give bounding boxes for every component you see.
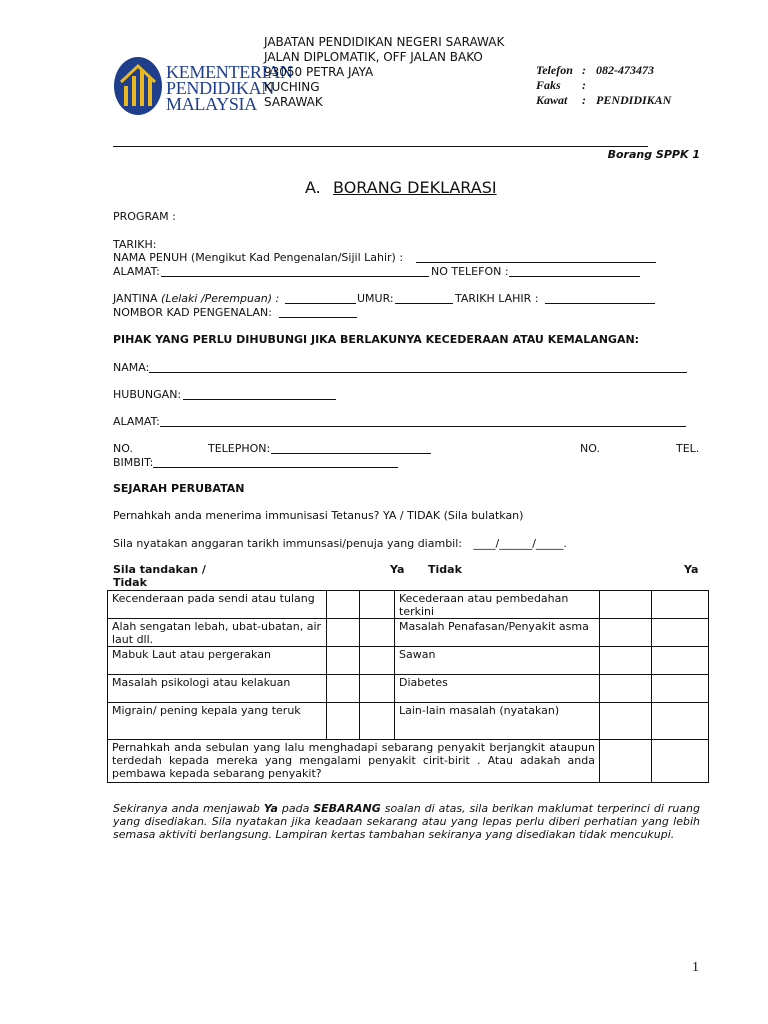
checkbox-cell[interactable] <box>652 619 709 647</box>
checkbox-cell[interactable] <box>600 647 652 675</box>
medical-checklist-table <box>107 590 709 783</box>
condition-cell: Masalah psikologi atau kelakuan <box>108 675 327 703</box>
condition-cell: Masalah Penafasan/Penyakit asma <box>395 619 600 647</box>
tick-instruction: Sila tandakan / <box>113 563 206 576</box>
checkbox-cell[interactable] <box>600 591 652 619</box>
checkbox-cell[interactable] <box>600 619 652 647</box>
emergency-no2-label: NO. <box>580 442 600 455</box>
contact-telefon-label: Telefon <box>536 63 573 77</box>
footer-text-2: pada <box>277 802 314 815</box>
checkbox-cell[interactable] <box>360 591 395 619</box>
table-row <box>108 647 709 675</box>
table-row <box>108 675 709 703</box>
address-line-5: SARAWAK <box>264 95 323 109</box>
checkbox-cell[interactable] <box>600 703 652 740</box>
ya-header-2: Ya <box>684 563 699 576</box>
emergency-hubungan-label: HUBUNGAN: <box>113 388 182 401</box>
condition-cell: Lain-lain masalah (nyatakan) <box>395 703 600 740</box>
address-line-2: JALAN DIPLOMATIK, OFF JALAN BAKO <box>264 50 483 64</box>
address-line-1: JABATAN PENDIDIKAN NEGERI SARAWAK <box>264 35 505 49</box>
header-rule <box>113 146 648 147</box>
program-label: PROGRAM : <box>113 210 176 223</box>
tetanus-question: Pernahkah anda menerima immunisasi Tetanus? YA / TIDAK (Sila bulatkan) <box>113 509 524 522</box>
form-title: BORANG DEKLARASI <box>333 178 497 197</box>
emergency-nama-label: NAMA: <box>113 361 150 374</box>
emergency-tel-label: TEL. <box>676 442 700 455</box>
checkbox-cell[interactable] <box>327 591 360 619</box>
nama-penuh-label: NAMA PENUH (Mengikut Kad Pengenalan/Sijil Lahir) : <box>113 251 404 264</box>
emergency-hubungan-field[interactable] <box>183 399 336 400</box>
jantina-field[interactable] <box>285 303 356 304</box>
emergency-alamat-label: ALAMAT: <box>113 415 160 428</box>
alamat-label: ALAMAT: <box>113 265 160 278</box>
checkbox-cell[interactable] <box>600 675 652 703</box>
contact-faks-sep: : <box>582 78 586 92</box>
condition-cell: Kecederaan atau pembedahan terkini <box>395 591 600 619</box>
tarikh-lahir-field[interactable] <box>545 303 655 304</box>
tarikh-lahir-label: TARIKH LAHIR : <box>455 292 539 305</box>
table-row <box>108 703 709 740</box>
nama-penuh-field[interactable] <box>416 262 656 263</box>
emergency-heading: PIHAK YANG PERLU DIHUBUNGI JIKA BERLAKUNYA KECEDERAAN ATAU KEMALANGAN: <box>113 333 640 346</box>
condition-cell: Mabuk Laut atau pergerakan <box>108 647 327 675</box>
no-telefon-label: NO TELEFON : <box>431 265 509 278</box>
table-row <box>108 740 709 783</box>
immunisation-date-question <box>113 537 567 550</box>
contact-telefon-value: 082-473473 <box>596 63 654 77</box>
emergency-nama-field[interactable] <box>149 372 687 373</box>
form-code: Borang SPPK 1 <box>607 148 700 161</box>
jantina-label <box>113 292 279 305</box>
checkbox-cell[interactable] <box>360 675 395 703</box>
checkbox-cell[interactable] <box>652 647 709 675</box>
tidak-header-1: Tidak <box>113 576 147 589</box>
jantina-options: (Lelaki /Perempuan) : <box>161 292 280 305</box>
emergency-bimbit-label: BIMBIT: <box>113 456 154 469</box>
page-number: 1 <box>692 960 699 975</box>
checkbox-cell[interactable] <box>652 591 709 619</box>
emergency-no-label: NO. <box>113 442 133 455</box>
nombor-kp-field[interactable] <box>279 317 357 318</box>
footer-text-1: Sekiranya anda menjawab <box>113 802 264 815</box>
immunisation-date-field[interactable]: ____/______/_____. <box>473 537 567 550</box>
footer-text-3: soalan di atas, sila berikan maklumat terperinci di ruang yang disediakan. Sila nyatakan jika keadaan sekarang atau yang lepas perlu diberi perhatian yang lebih semasa aktiviti berlangsung. Lampiran kertas tambahan sekiranya yang disediakan tidak mencukupi. <box>113 802 700 841</box>
checkbox-cell[interactable] <box>360 703 395 740</box>
logo-text-line-2: PENDIDIKAN <box>166 78 274 98</box>
logo-text-line-1: KEMENTERIAN <box>166 62 293 82</box>
no-telefon-field[interactable] <box>509 276 640 277</box>
condition-cell: Alah sengatan lebah, ubat-ubatan, air laut dll. <box>108 619 327 647</box>
condition-cell: Sawan <box>395 647 600 675</box>
address-line-3: 93050 PETRA JAYA <box>264 65 374 79</box>
emergency-telephon-label: TELEPHON: <box>208 442 271 455</box>
jantina-text: JANTINA <box>113 292 158 305</box>
emergency-bimbit-field[interactable] <box>153 467 398 468</box>
contact-kawat-value: PENDIDIKAN <box>596 93 672 107</box>
tarikh-label: TARIKH: <box>113 238 157 251</box>
address-line-4: KUCHING <box>264 80 320 94</box>
condition-cell: Kecenderaan pada sendi atau tulang <box>108 591 327 619</box>
contact-kawat-label: Kawat <box>536 93 568 107</box>
ministry-logo <box>113 56 163 116</box>
checkbox-cell[interactable] <box>327 647 360 675</box>
checkbox-cell[interactable] <box>652 740 709 783</box>
checkbox-cell[interactable] <box>327 703 360 740</box>
ya-header-1: Ya <box>390 563 405 576</box>
contact-faks-label: Faks <box>536 78 561 92</box>
form-title-prefix: A. <box>305 178 321 197</box>
condition-cell: Migrain/ pening kepala yang teruk <box>108 703 327 740</box>
umur-field[interactable] <box>395 303 453 304</box>
checkbox-cell[interactable] <box>360 647 395 675</box>
checkbox-cell[interactable] <box>600 740 652 783</box>
footer-sebarang: SEBARANG <box>313 802 381 815</box>
alamat-field[interactable] <box>161 276 429 277</box>
checkbox-cell[interactable] <box>360 619 395 647</box>
tidak-header-2: Tidak <box>428 563 462 576</box>
footer-instructions <box>113 802 700 841</box>
table-row <box>108 619 709 647</box>
logo-text-line-3: MALAYSIA <box>166 94 257 114</box>
immunisation-date-text: Sila nyatakan anggaran tarikh immunsasi/penuja yang diambil: <box>113 537 462 550</box>
umur-label: UMUR: <box>357 292 394 305</box>
nombor-kp-label: NOMBOR KAD PENGENALAN: <box>113 306 272 319</box>
condition-cell: Diabetes <box>395 675 600 703</box>
checkbox-cell[interactable] <box>652 675 709 703</box>
medical-heading: SEJARAH PERUBATAN <box>113 482 245 495</box>
infection-question: Pernahkah anda sebulan yang lalu menghadapi sebarang penyakit berjangkit ataupun terdedah kepada mereka yang mengalami penyakit cirit-birit . Atau adakah anda pembawa kepada sebarang penyakit? <box>108 740 600 783</box>
checkbox-cell[interactable] <box>652 703 709 740</box>
table-row <box>108 591 709 619</box>
emergency-telephon-field[interactable] <box>271 453 431 454</box>
contact-telefon-sep: : <box>582 63 586 77</box>
checkbox-cell[interactable] <box>327 675 360 703</box>
emergency-alamat-field[interactable] <box>160 426 686 427</box>
footer-ya: Ya <box>263 802 278 815</box>
checkbox-cell[interactable] <box>327 619 360 647</box>
contact-kawat-sep: : <box>582 93 586 107</box>
